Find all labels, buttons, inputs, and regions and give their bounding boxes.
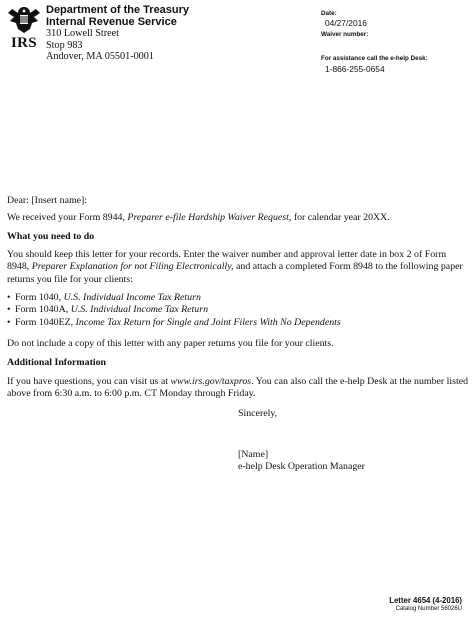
signer-title: e-help Desk Operation Manager xyxy=(238,461,365,472)
form-title: U.S. Individual Income Tax Return xyxy=(63,292,201,303)
list-item xyxy=(7,292,469,304)
list-item xyxy=(7,317,469,329)
logo-wordmark: IRS xyxy=(11,35,37,51)
eagle-emblem-icon xyxy=(6,5,42,35)
section-heading-what-to-do: What you need to do xyxy=(7,231,95,242)
waiver-number-label: Waiver number: xyxy=(321,31,369,38)
letter-number: Letter 4654 (4-2016) xyxy=(389,596,462,605)
catalog-number: Catalog Number 56026U xyxy=(395,606,462,612)
additional-info-paragraph xyxy=(7,376,469,401)
forms-list xyxy=(7,292,469,329)
signer-name: [Name] xyxy=(238,449,269,460)
form-number: Form 1040, xyxy=(15,292,64,303)
intro-paragraph xyxy=(7,212,469,224)
irs-logo xyxy=(6,5,42,51)
section-heading-additional-info: Additional Information xyxy=(7,357,107,368)
form-title: Income Tax Return for Single and Joint Filers With No Dependents xyxy=(75,316,341,328)
list-item xyxy=(7,304,469,316)
dept-line-2: Internal Revenue Service xyxy=(46,16,177,28)
intro-suffix: , for calendar year 20XX. xyxy=(288,212,390,223)
additional-info-prefix: If you have questions, you can visit us at xyxy=(7,376,171,387)
assistance-label: For assistance call the e-help Desk: xyxy=(321,55,428,62)
closing: Sincerely, xyxy=(238,408,278,419)
return-address xyxy=(46,28,154,63)
instructions-form-title: Preparer Explanation for not Filing Electronically, xyxy=(31,261,234,273)
do-not-include-note: Do not include a copy of this letter with any paper returns you file for your clients. xyxy=(7,338,334,349)
instructions-prefix: You should keep this letter for your records. Enter the waiver number and approval letter date in box 2 of Form 8948, xyxy=(7,249,447,273)
irs-website-link[interactable]: www.irs.gov/taxpros xyxy=(170,376,252,387)
instructions-paragraph xyxy=(7,249,469,286)
intro-form-title: Preparer e-file Hardship Waiver Request xyxy=(127,212,289,223)
form-number: Form 1040EZ, xyxy=(15,316,76,328)
dept-line-1: Department of the Treasury xyxy=(46,4,190,16)
form-title: U.S. Individual Income Tax Return xyxy=(70,304,209,316)
address-line: 310 Lowell Street xyxy=(46,28,119,39)
additional-info-suffix: . You can also call the e-help Desk at the number listed above from 6:30 a.m. to 6:00 p.m. CT Monday through Friday. xyxy=(7,376,469,400)
department-heading xyxy=(46,4,189,28)
help-desk-phone: 1-866-255-0654 xyxy=(325,64,385,74)
instructions-suffix: and attach a completed Form 8948 to the following paper returns you file for your clients: xyxy=(7,261,463,285)
form-number: Form 1040A, xyxy=(15,304,71,316)
date-label: Date: xyxy=(321,10,337,17)
salutation: Dear: [Insert name]: xyxy=(7,195,88,206)
address-line: Stop 983 xyxy=(46,39,83,51)
date-value: 04/27/2016 xyxy=(325,18,367,28)
address-line: Andover, MA 05501-0001 xyxy=(46,51,154,62)
intro-prefix: We received your Form 8944, xyxy=(7,212,128,223)
